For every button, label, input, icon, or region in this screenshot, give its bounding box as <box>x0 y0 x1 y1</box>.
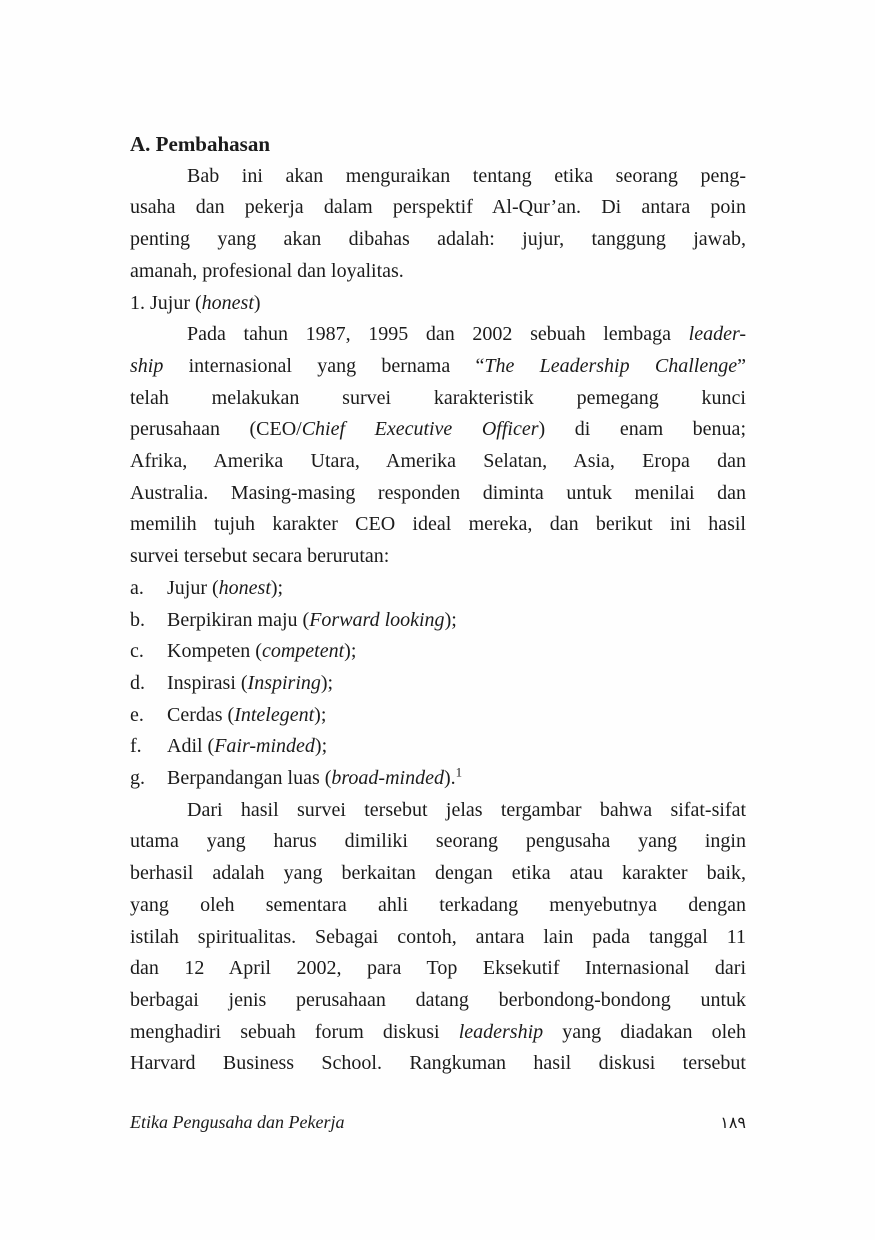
list-item <box>130 573 746 605</box>
text-block <box>130 129 746 1080</box>
text-line: istilah spiritualitas. Sebagai contoh, antara lain pada tanggal 11 <box>130 925 746 948</box>
page-footer <box>130 1112 746 1133</box>
text-line: Bab ini akan menguraikan tentang etika seorang peng- <box>187 164 746 187</box>
section-heading: A. Pembahasan <box>130 132 271 156</box>
text-line: Harvard Business School. Rangkuman hasil diskusi tersebut <box>130 1052 746 1075</box>
paragraph-survey <box>130 319 746 573</box>
list-item <box>130 731 746 763</box>
list-item <box>130 668 746 700</box>
list-item <box>130 700 746 732</box>
text-line: usaha dan pekerja dalam perspektif Al-Qur’an. Di antara poin <box>130 196 746 219</box>
footnote-ref: 1 <box>455 764 463 780</box>
text-line: Pada tahun 1987, 1995 dan 2002 sebuah lembaga leader- <box>187 323 746 346</box>
text-line: amanah, profesional dan loyalitas. <box>130 259 404 282</box>
text-line: yang oleh sementara ahli terkadang menyebutnya dengan <box>130 893 746 916</box>
text-line: survei tersebut secara berurutan: <box>130 545 390 568</box>
text-line: telah melakukan survei karakteristik pemegang kunci <box>130 386 746 409</box>
list-item <box>130 636 746 668</box>
list-item-text: Berpandangan luas (broad-minded).$^1$ <box>167 764 463 790</box>
list-item-text: Cerdas (Intelegent); <box>167 703 327 726</box>
list-item <box>130 763 746 795</box>
text-line: berbagai jenis perusahaan datang berbondong-bondong untuk <box>130 988 746 1011</box>
list-item-text: Kompeten (competent); <box>167 640 357 663</box>
list-item-label: g. <box>130 767 145 790</box>
text-line: menghadiri sebuah forum diskusi leadership yang diadakan oleh <box>130 1020 746 1043</box>
numbered-subheading-jujur: 1. Jujur (honest) <box>130 291 261 314</box>
text-line: memilih tujuh karakter CEO ideal mereka, dan berikut ini hasil <box>130 513 746 536</box>
text-line: dan 12 April 2002, para Top Eksekutif Internasional dari <box>130 957 746 980</box>
list-item-label: b. <box>130 608 145 631</box>
text-line: Dari hasil survei tersebut jelas tergambar bahwa sifat-sifat <box>187 798 746 821</box>
running-footer-book-title: Etika Pengusaha dan Pekerja <box>130 1112 345 1132</box>
text-line: utama yang harus dimiliki seorang pengusaha yang ingin <box>130 830 746 853</box>
list-item-label: a. <box>130 576 144 599</box>
list-item-text: Jujur (honest); <box>167 576 284 599</box>
page-number: ١٨٩ <box>720 1113 746 1132</box>
list-item-text: Adil (Fair-minded); <box>167 735 328 758</box>
list-item-text: Berpikiran maju (Forward looking); <box>167 608 457 631</box>
text-line: ship internasional yang bernama “The Leadership Challenge” <box>130 354 746 377</box>
text-line: penting yang akan dibahas adalah: jujur, tanggung jawab, <box>130 228 746 251</box>
text-line: perusahaan (CEO/Chief Executive Officer) di enam benua; <box>130 418 746 441</box>
list-item <box>130 605 746 637</box>
list-item-label: c. <box>130 640 144 663</box>
text-line: berhasil adalah yang berkaitan dengan etika atau karakter baik, <box>130 862 746 885</box>
paragraph-conclusion <box>130 795 746 1080</box>
list-item-label: f. <box>130 735 142 758</box>
list-item-label: e. <box>130 703 144 726</box>
text-line: Afrika, Amerika Utara, Amerika Selatan, Asia, Eropa dan <box>130 450 746 473</box>
list-item-text: Inspirasi (Inspiring); <box>167 671 334 694</box>
text-line: Australia. Masing-masing responden diminta untuk menilai dan <box>130 481 746 504</box>
list-item-label: d. <box>130 671 145 694</box>
paragraph-intro <box>130 161 746 288</box>
survey-list <box>130 573 746 795</box>
